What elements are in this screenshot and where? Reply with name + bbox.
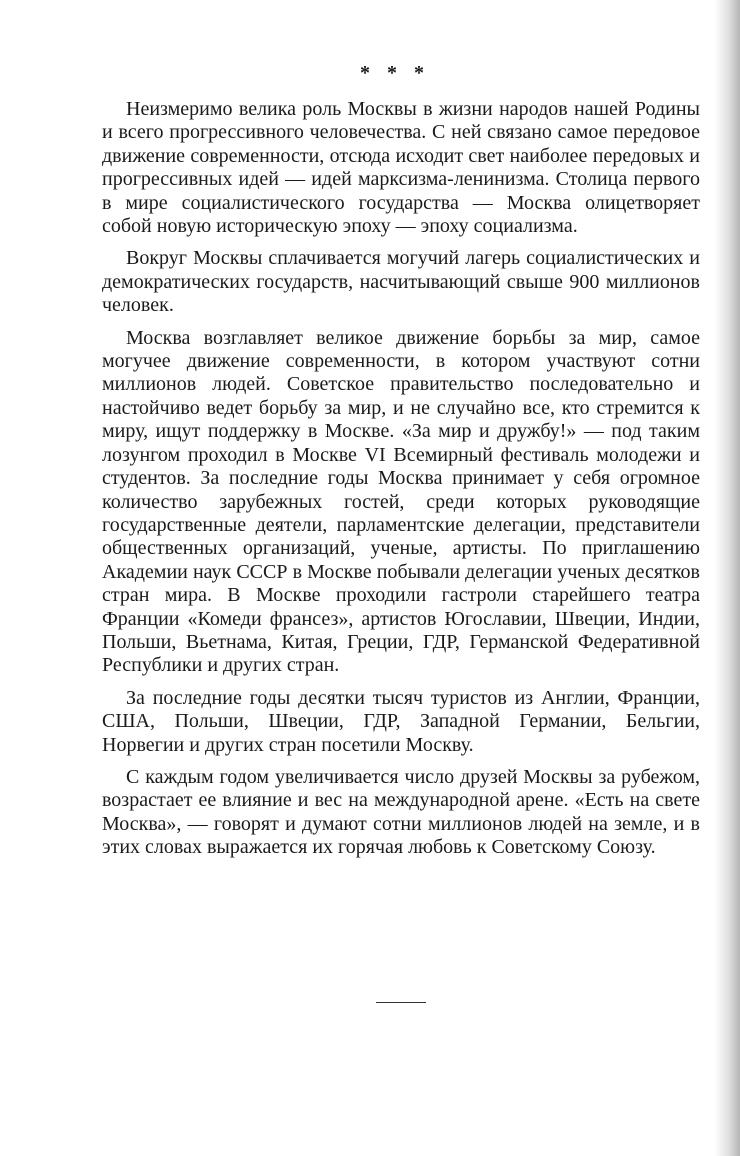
paragraph-3: Москва возглавляет великое движение борьбы за мир, самое могучее движение современности, в котором участвуют сотни миллионов людей. Советское правительство последовательно и настойчиво ведет борьбу за мир, и не случайно все, кто стремится к миру, ищут поддержку в Москве. «За мир и дружбу!» — под таким лозунгом проходил в Москве VI Всемирный фестиваль молодежи и студентов. За последние годы Москва принимает у себя огромное количество зарубежных гостей, среди которых руководящие государственные деятели, парламентские делегации, представители общественных организаций, ученые, артисты. По приглашению Академии наук СССР в Москве побывали делегации ученых десятков стран мира. В Москве проходили гастроли старейшего театра Франции «Комеди франсез», артистов Югославии, Швеции, Индии, Польши, Вьетнама, Китая, Греции, ГДР, Германской Федеративной Республики и других стран. <box>102 326 700 677</box>
paragraph-5: С каждым годом увеличивается число друзей Москвы за рубежом, возрастает ее влияние и вес на международной арене. «Есть на свете Москва», — говорят и думают сотни миллионов людей на земле, и в этих словах выражается их горячая любовь к Советскому Союзу. <box>102 765 700 859</box>
paragraph-4: За последние годы десятки тысяч туристов из Англии, Франции, США, Польши, Швеции, ГДР, Западной Германии, Бельгии, Норвегии и других стран посетили Москву. <box>102 686 700 756</box>
paragraph-1: Неизмеримо велика роль Москвы в жизни народов нашей Родины и всего прогрессивного человечества. С ней связано самое передовое движение современности, отсюда исходит свет наиболее передовых и прогрессивных идей — идей марксизма-ленинизма. Столица первого в мире социалистического государства — Москва олицетворяет собой новую историческую эпоху — эпоху социализма. <box>102 98 700 238</box>
end-rule <box>376 1002 426 1003</box>
section-separator: * * * <box>360 62 430 84</box>
body-text <box>102 98 700 869</box>
page-edge-shadow <box>714 0 740 1156</box>
paragraph-2: Вокруг Москвы сплачивается могучий лагерь социалистических и демократических государств, насчитывающий свыше 900 миллионов человек. <box>102 247 700 317</box>
